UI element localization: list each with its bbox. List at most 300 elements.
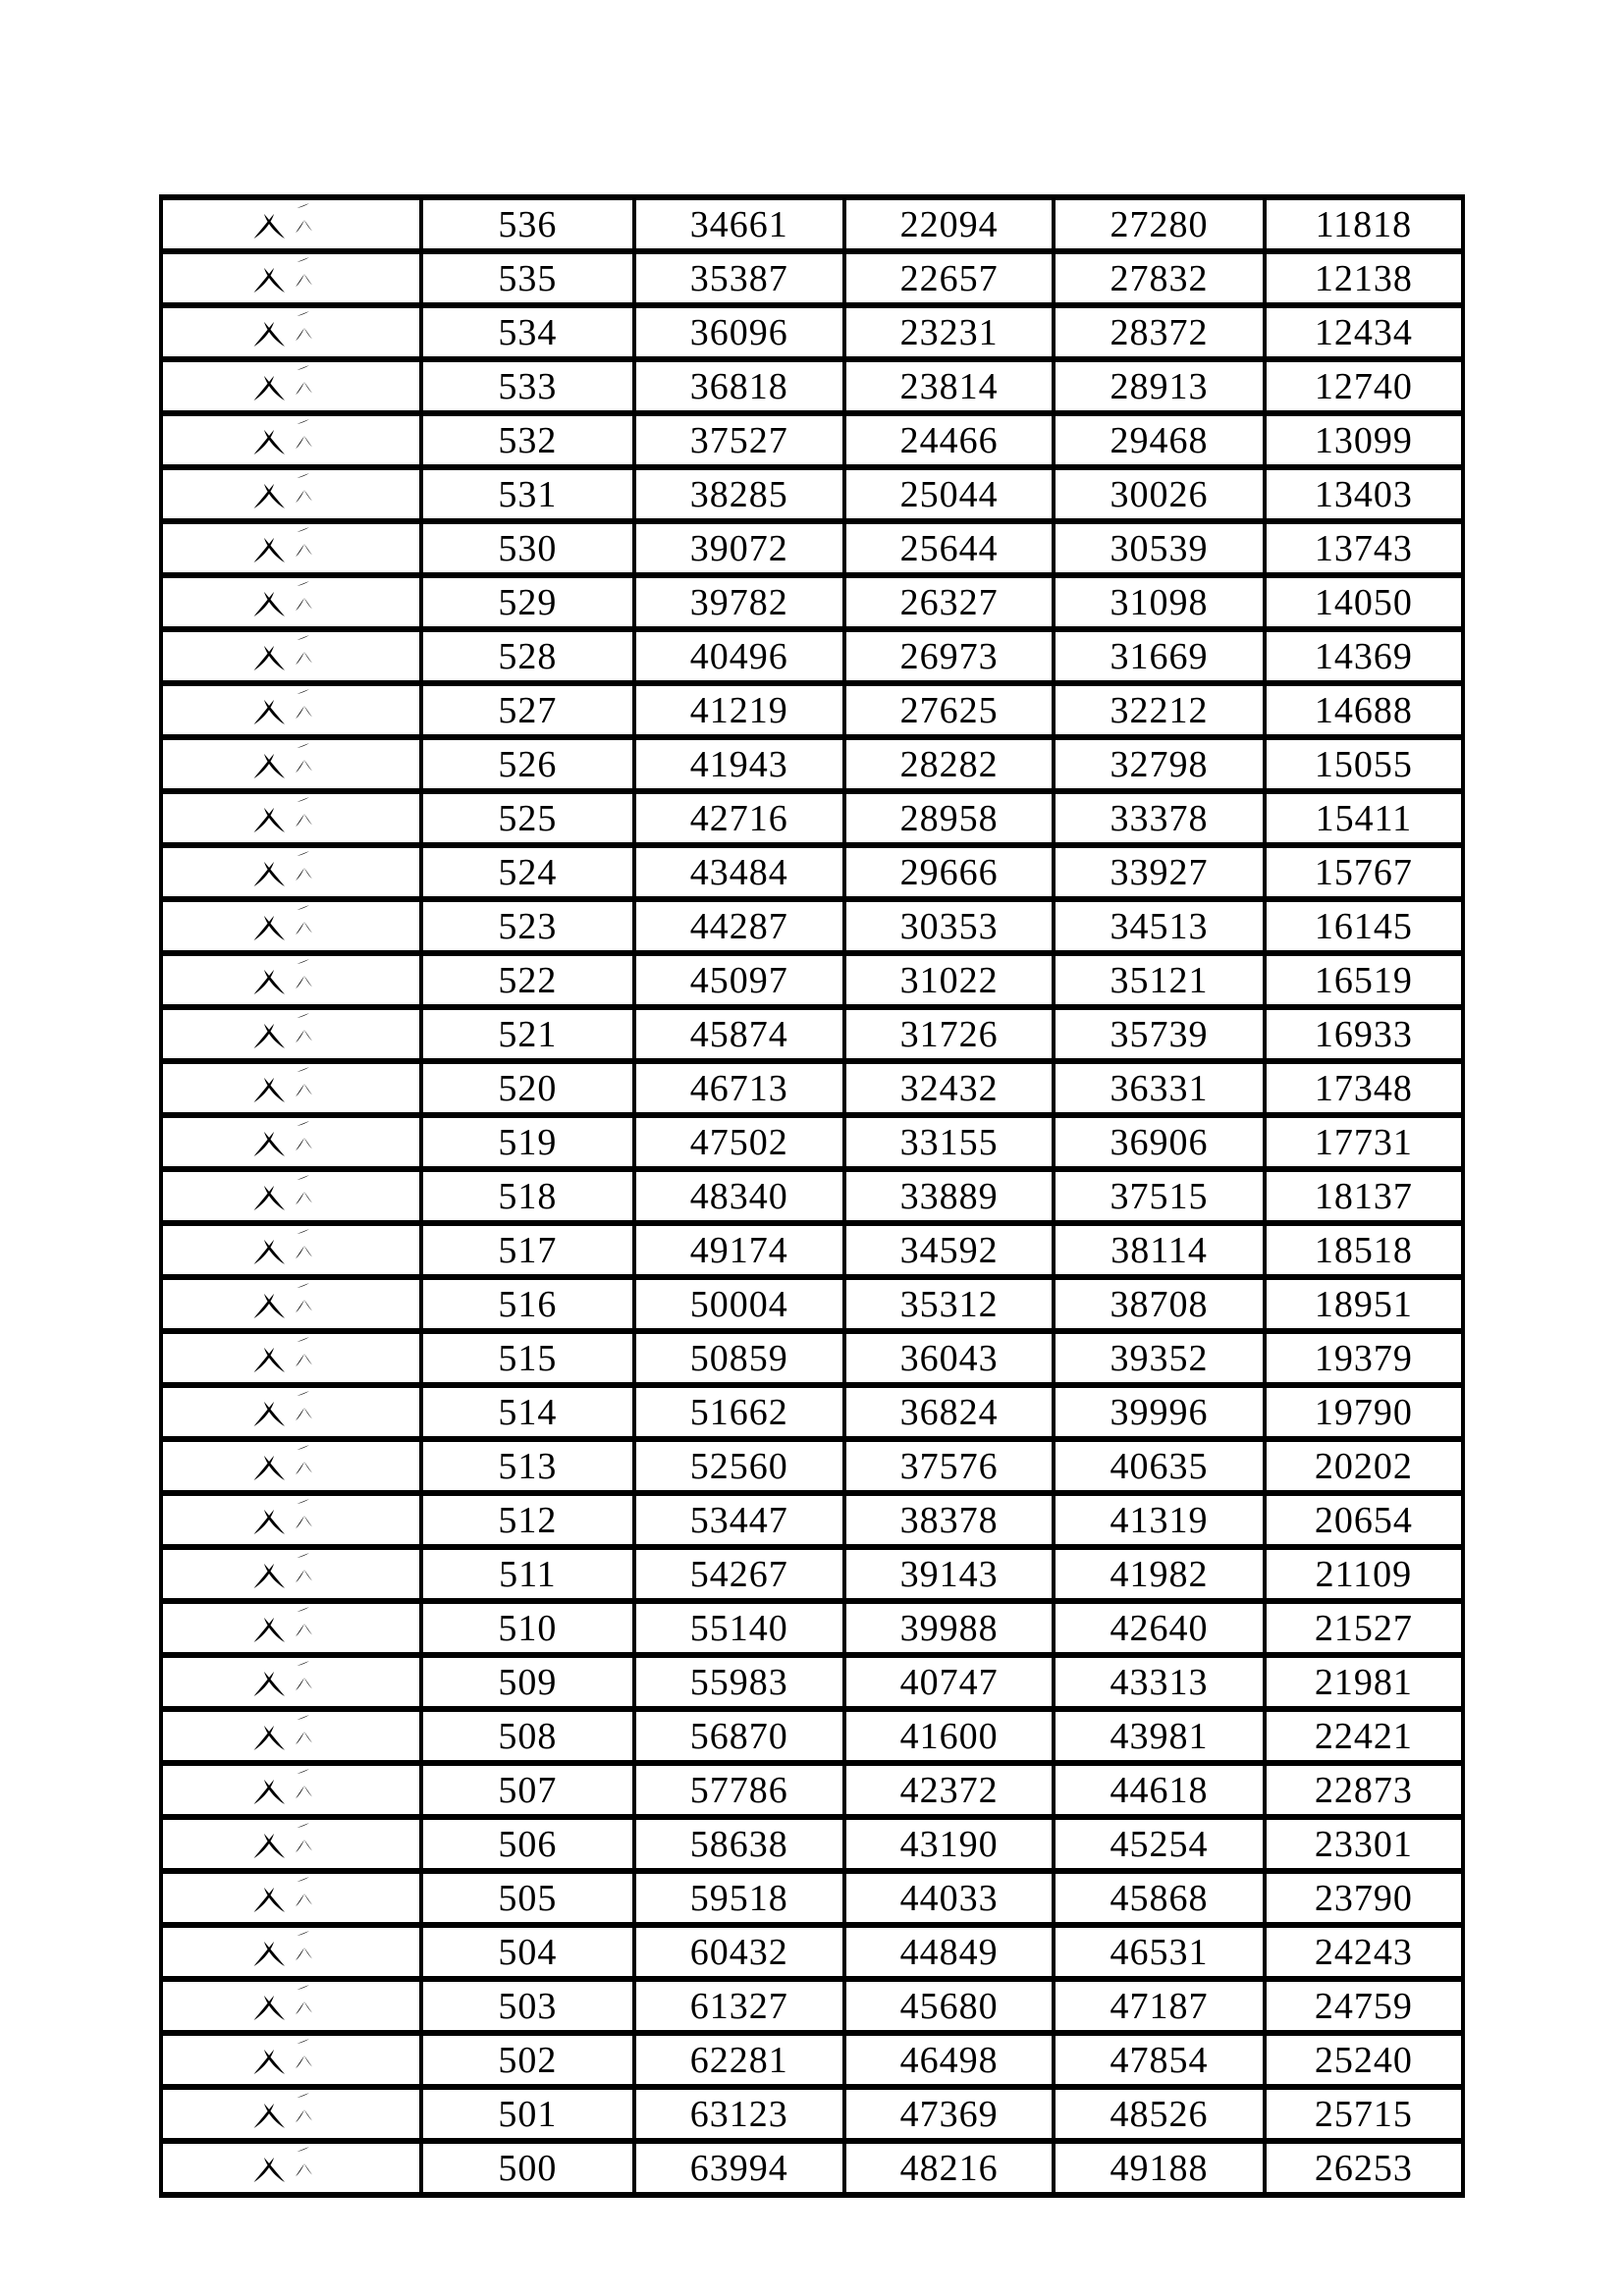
- score-cell: 534: [421, 305, 633, 359]
- count-cell-2: 27625: [844, 683, 1054, 737]
- category-label: [335, 794, 336, 795]
- count-cell-2: 43190: [844, 1817, 1054, 1871]
- score-cell: 509: [421, 1655, 633, 1709]
- category-label: [335, 686, 336, 687]
- category-glyphs: [248, 1820, 335, 1861]
- count-cell-2: 36043: [844, 1331, 1054, 1385]
- count-cell-1: 56870: [634, 1709, 844, 1763]
- count-cell-1: 58638: [634, 1817, 844, 1871]
- count-cell-3: 47187: [1054, 1979, 1264, 2033]
- category-glyphs: [248, 362, 335, 403]
- count-cell-1: 50004: [634, 1277, 844, 1331]
- wen-character-icon: [248, 524, 290, 565]
- wen-character-icon: [248, 2144, 290, 2185]
- table-row: [161, 2087, 1463, 2141]
- category-label: [335, 1496, 336, 1497]
- count-cell-3: 29468: [1054, 413, 1264, 467]
- count-cell-2: 47369: [844, 2087, 1054, 2141]
- count-cell-3: 38114: [1054, 1223, 1264, 1277]
- table-row: [161, 1115, 1463, 1169]
- count-cell-3: 30026: [1054, 467, 1264, 521]
- category-cell: [161, 1061, 421, 1115]
- table-row: [161, 2141, 1463, 2195]
- category-cell: [161, 845, 421, 899]
- category-glyphs: [248, 416, 335, 457]
- wen-character-icon: [248, 578, 290, 619]
- count-cell-4: 23790: [1265, 1871, 1463, 1925]
- category-glyphs: [248, 2036, 335, 2077]
- count-cell-4: 19379: [1265, 1331, 1463, 1385]
- category-label: [335, 200, 336, 201]
- count-cell-3: 37515: [1054, 1169, 1264, 1223]
- table-row: [161, 2033, 1463, 2087]
- count-cell-1: 63994: [634, 2141, 844, 2195]
- count-cell-3: 36906: [1054, 1115, 1264, 1169]
- category-label: [335, 1550, 336, 1551]
- count-cell-4: 18137: [1265, 1169, 1463, 1223]
- category-cell: [161, 629, 421, 683]
- count-cell-3: 31098: [1054, 575, 1264, 629]
- count-cell-1: 49174: [634, 1223, 844, 1277]
- count-cell-2: 24466: [844, 413, 1054, 467]
- count-cell-4: 13743: [1265, 521, 1463, 575]
- table-row: [161, 845, 1463, 899]
- wen-character-icon: [248, 1766, 290, 1807]
- count-cell-2: 30353: [844, 899, 1054, 953]
- count-cell-2: 32432: [844, 1061, 1054, 1115]
- wen-character-icon: [248, 470, 290, 511]
- ke-character-icon: [294, 632, 335, 673]
- count-cell-2: 29666: [844, 845, 1054, 899]
- category-glyphs: [248, 1496, 335, 1537]
- count-cell-2: 26973: [844, 629, 1054, 683]
- count-cell-4: 22873: [1265, 1763, 1463, 1817]
- ke-character-icon: [294, 1496, 335, 1537]
- category-glyphs: [248, 1658, 335, 1699]
- count-cell-3: 27280: [1054, 197, 1264, 251]
- count-cell-4: 22421: [1265, 1709, 1463, 1763]
- score-cell: 521: [421, 1007, 633, 1061]
- category-cell: [161, 521, 421, 575]
- category-glyphs: [248, 1442, 335, 1483]
- ke-character-icon: [294, 1226, 335, 1267]
- ke-character-icon: [294, 1658, 335, 1699]
- score-cell: 516: [421, 1277, 633, 1331]
- count-cell-3: 35739: [1054, 1007, 1264, 1061]
- table-row: [161, 953, 1463, 1007]
- count-cell-4: 26253: [1265, 2141, 1463, 2195]
- count-cell-2: 37576: [844, 1439, 1054, 1493]
- count-cell-3: 41319: [1054, 1493, 1264, 1547]
- table-row: [161, 1385, 1463, 1439]
- wen-character-icon: [248, 2090, 290, 2131]
- score-cell: 511: [421, 1547, 633, 1601]
- count-cell-4: 12740: [1265, 359, 1463, 413]
- table-row: [161, 413, 1463, 467]
- count-cell-2: 26327: [844, 575, 1054, 629]
- wen-character-icon: [248, 1118, 290, 1159]
- ke-character-icon: [294, 524, 335, 565]
- category-cell: [161, 1763, 421, 1817]
- count-cell-3: 32212: [1054, 683, 1264, 737]
- count-cell-2: 36824: [844, 1385, 1054, 1439]
- score-cell: 515: [421, 1331, 633, 1385]
- count-cell-2: 39143: [844, 1547, 1054, 1601]
- count-cell-3: 46531: [1054, 1925, 1264, 1979]
- wen-character-icon: [248, 902, 290, 943]
- count-cell-1: 57786: [634, 1763, 844, 1817]
- table-row: [161, 521, 1463, 575]
- count-cell-3: 47854: [1054, 2033, 1264, 2087]
- count-cell-3: 35121: [1054, 953, 1264, 1007]
- ke-character-icon: [294, 362, 335, 403]
- count-cell-2: 33155: [844, 1115, 1054, 1169]
- count-cell-4: 15055: [1265, 737, 1463, 791]
- category-cell: [161, 2033, 421, 2087]
- category-label: [335, 1388, 336, 1389]
- category-cell: [161, 1601, 421, 1655]
- count-cell-1: 63123: [634, 2087, 844, 2141]
- count-cell-4: 20202: [1265, 1439, 1463, 1493]
- count-cell-2: 41600: [844, 1709, 1054, 1763]
- count-cell-4: 23301: [1265, 1817, 1463, 1871]
- category-glyphs: [248, 1712, 335, 1753]
- count-cell-4: 25240: [1265, 2033, 1463, 2087]
- count-cell-2: 46498: [844, 2033, 1054, 2087]
- count-cell-4: 16933: [1265, 1007, 1463, 1061]
- ke-character-icon: [294, 848, 335, 889]
- count-cell-2: 42372: [844, 1763, 1054, 1817]
- wen-character-icon: [248, 1172, 290, 1213]
- count-cell-3: 43313: [1054, 1655, 1264, 1709]
- count-cell-2: 44849: [844, 1925, 1054, 1979]
- wen-character-icon: [248, 1280, 290, 1321]
- category-glyphs: [248, 1874, 335, 1915]
- category-label: [335, 1928, 336, 1929]
- table-body: [161, 197, 1463, 2195]
- count-cell-2: 25044: [844, 467, 1054, 521]
- ke-character-icon: [294, 1442, 335, 1483]
- wen-character-icon: [248, 1334, 290, 1375]
- count-cell-1: 55140: [634, 1601, 844, 1655]
- wen-character-icon: [248, 1658, 290, 1699]
- category-glyphs: [248, 1604, 335, 1645]
- category-glyphs: [248, 956, 335, 997]
- table-row: [161, 359, 1463, 413]
- category-cell: [161, 2087, 421, 2141]
- wen-character-icon: [248, 2036, 290, 2077]
- ke-character-icon: [294, 1334, 335, 1375]
- category-glyphs: [248, 1172, 335, 1213]
- ke-character-icon: [294, 1820, 335, 1861]
- count-cell-3: 33378: [1054, 791, 1264, 845]
- count-cell-1: 47502: [634, 1115, 844, 1169]
- score-cell: 518: [421, 1169, 633, 1223]
- ke-character-icon: [294, 1982, 335, 2023]
- score-cell: 503: [421, 1979, 633, 2033]
- table-row: [161, 575, 1463, 629]
- category-cell: [161, 1439, 421, 1493]
- category-label: [335, 956, 336, 957]
- count-cell-3: 45868: [1054, 1871, 1264, 1925]
- category-cell: [161, 413, 421, 467]
- count-cell-2: 22094: [844, 197, 1054, 251]
- wen-character-icon: [248, 686, 290, 727]
- table-row: [161, 1601, 1463, 1655]
- table-row: [161, 1817, 1463, 1871]
- count-cell-3: 38708: [1054, 1277, 1264, 1331]
- category-label: [335, 848, 336, 849]
- count-cell-1: 39782: [634, 575, 844, 629]
- count-cell-1: 46713: [634, 1061, 844, 1115]
- score-cell: 522: [421, 953, 633, 1007]
- wen-character-icon: [248, 848, 290, 889]
- table-row: [161, 251, 1463, 305]
- count-cell-4: 12138: [1265, 251, 1463, 305]
- count-cell-2: 33889: [844, 1169, 1054, 1223]
- category-cell: [161, 2141, 421, 2195]
- count-cell-3: 49188: [1054, 2141, 1264, 2195]
- category-label: [335, 1982, 336, 1983]
- category-cell: [161, 1817, 421, 1871]
- wen-character-icon: [248, 200, 290, 241]
- category-label: [335, 740, 336, 741]
- count-cell-1: 52560: [634, 1439, 844, 1493]
- count-cell-4: 15767: [1265, 845, 1463, 899]
- category-cell: [161, 575, 421, 629]
- count-cell-3: 40635: [1054, 1439, 1264, 1493]
- table-row: [161, 737, 1463, 791]
- wen-character-icon: [248, 1820, 290, 1861]
- count-cell-1: 36096: [634, 305, 844, 359]
- category-cell: [161, 1169, 421, 1223]
- category-label: [335, 524, 336, 525]
- count-cell-3: 32798: [1054, 737, 1264, 791]
- score-cell: 533: [421, 359, 633, 413]
- category-cell: [161, 1871, 421, 1925]
- ke-character-icon: [294, 1766, 335, 1807]
- category-cell: [161, 1007, 421, 1061]
- count-cell-4: 19790: [1265, 1385, 1463, 1439]
- ke-character-icon: [294, 1874, 335, 1915]
- count-cell-3: 33927: [1054, 845, 1264, 899]
- category-cell: [161, 1979, 421, 2033]
- category-cell: [161, 1223, 421, 1277]
- table-row: [161, 1763, 1463, 1817]
- score-cell: 502: [421, 2033, 633, 2087]
- ke-character-icon: [294, 200, 335, 241]
- category-cell: [161, 467, 421, 521]
- count-cell-3: 28372: [1054, 305, 1264, 359]
- count-cell-1: 41219: [634, 683, 844, 737]
- category-cell: [161, 1385, 421, 1439]
- count-cell-4: 14050: [1265, 575, 1463, 629]
- count-cell-4: 15411: [1265, 791, 1463, 845]
- count-cell-2: 48216: [844, 2141, 1054, 2195]
- score-cell: 504: [421, 1925, 633, 1979]
- category-glyphs: [248, 902, 335, 943]
- ke-character-icon: [294, 416, 335, 457]
- count-cell-3: 28913: [1054, 359, 1264, 413]
- wen-character-icon: [248, 1874, 290, 1915]
- category-glyphs: [248, 740, 335, 781]
- category-glyphs: [248, 200, 335, 241]
- score-cell: 524: [421, 845, 633, 899]
- category-cell: [161, 1925, 421, 1979]
- score-cell: 528: [421, 629, 633, 683]
- count-cell-4: 24759: [1265, 1979, 1463, 2033]
- wen-character-icon: [248, 1388, 290, 1429]
- ke-character-icon: [294, 2036, 335, 2077]
- table-row: [161, 1277, 1463, 1331]
- count-cell-1: 45874: [634, 1007, 844, 1061]
- category-cell: [161, 1709, 421, 1763]
- count-cell-3: 41982: [1054, 1547, 1264, 1601]
- wen-character-icon: [248, 956, 290, 997]
- category-glyphs: [248, 686, 335, 727]
- category-cell: [161, 1655, 421, 1709]
- category-label: [335, 1118, 336, 1119]
- wen-character-icon: [248, 632, 290, 673]
- count-cell-1: 60432: [634, 1925, 844, 1979]
- ke-character-icon: [294, 1064, 335, 1105]
- ke-character-icon: [294, 1604, 335, 1645]
- category-glyphs: [248, 1118, 335, 1159]
- score-cell: 530: [421, 521, 633, 575]
- category-label: [335, 1658, 336, 1659]
- count-cell-4: 13099: [1265, 413, 1463, 467]
- count-cell-4: 16519: [1265, 953, 1463, 1007]
- category-cell: [161, 197, 421, 251]
- table-row: [161, 683, 1463, 737]
- count-cell-4: 18951: [1265, 1277, 1463, 1331]
- category-glyphs: [248, 1334, 335, 1375]
- count-cell-3: 36331: [1054, 1061, 1264, 1115]
- category-glyphs: [248, 1280, 335, 1321]
- table-row: [161, 467, 1463, 521]
- category-label: [335, 1442, 336, 1443]
- count-cell-2: 38378: [844, 1493, 1054, 1547]
- ke-character-icon: [294, 1280, 335, 1321]
- category-cell: [161, 1547, 421, 1601]
- category-glyphs: [248, 1388, 335, 1429]
- category-label: [335, 2036, 336, 2037]
- count-cell-1: 54267: [634, 1547, 844, 1601]
- ke-character-icon: [294, 1010, 335, 1051]
- count-cell-4: 12434: [1265, 305, 1463, 359]
- category-cell: [161, 1277, 421, 1331]
- wen-character-icon: [248, 1226, 290, 1267]
- category-glyphs: [248, 578, 335, 619]
- ke-character-icon: [294, 1172, 335, 1213]
- wen-character-icon: [248, 1982, 290, 2023]
- score-cell: 531: [421, 467, 633, 521]
- score-cell: 535: [421, 251, 633, 305]
- table-row: [161, 1007, 1463, 1061]
- count-cell-4: 21109: [1265, 1547, 1463, 1601]
- category-glyphs: [248, 1550, 335, 1591]
- table-row: [161, 1223, 1463, 1277]
- category-label: [335, 308, 336, 309]
- count-cell-3: 30539: [1054, 521, 1264, 575]
- score-cell: 520: [421, 1061, 633, 1115]
- category-glyphs: [248, 470, 335, 511]
- score-cell: 526: [421, 737, 633, 791]
- wen-character-icon: [248, 362, 290, 403]
- count-cell-1: 39072: [634, 521, 844, 575]
- category-glyphs: [248, 1928, 335, 1969]
- score-cell: 529: [421, 575, 633, 629]
- category-label: [335, 1334, 336, 1335]
- wen-character-icon: [248, 1550, 290, 1591]
- table-row: [161, 1547, 1463, 1601]
- ke-character-icon: [294, 1388, 335, 1429]
- score-cell: 500: [421, 2141, 633, 2195]
- wen-character-icon: [248, 1496, 290, 1537]
- wen-character-icon: [248, 1010, 290, 1051]
- category-glyphs: [248, 794, 335, 835]
- category-label: [335, 1280, 336, 1281]
- table-row: [161, 1655, 1463, 1709]
- ke-character-icon: [294, 1550, 335, 1591]
- ke-character-icon: [294, 254, 335, 295]
- score-cell: 523: [421, 899, 633, 953]
- count-cell-4: 21981: [1265, 1655, 1463, 1709]
- category-cell: [161, 737, 421, 791]
- count-cell-1: 38285: [634, 467, 844, 521]
- ke-character-icon: [294, 1712, 335, 1753]
- category-cell: [161, 899, 421, 953]
- table-row: [161, 1709, 1463, 1763]
- count-cell-1: 50859: [634, 1331, 844, 1385]
- count-cell-1: 48340: [634, 1169, 844, 1223]
- wen-character-icon: [248, 1064, 290, 1105]
- count-cell-3: 48526: [1054, 2087, 1264, 2141]
- table-row: [161, 1331, 1463, 1385]
- score-cell: 517: [421, 1223, 633, 1277]
- ke-character-icon: [294, 794, 335, 835]
- count-cell-2: 44033: [844, 1871, 1054, 1925]
- count-cell-1: 62281: [634, 2033, 844, 2087]
- score-cell: 507: [421, 1763, 633, 1817]
- table-row: [161, 1925, 1463, 1979]
- category-cell: [161, 359, 421, 413]
- table-row: [161, 899, 1463, 953]
- category-label: [335, 416, 336, 417]
- score-cell: 510: [421, 1601, 633, 1655]
- score-distribution-table: [159, 194, 1465, 2198]
- wen-character-icon: [248, 1712, 290, 1753]
- category-cell: [161, 1493, 421, 1547]
- count-cell-1: 44287: [634, 899, 844, 953]
- count-cell-2: 28958: [844, 791, 1054, 845]
- count-cell-3: 39996: [1054, 1385, 1264, 1439]
- category-cell: [161, 305, 421, 359]
- count-cell-1: 41943: [634, 737, 844, 791]
- ke-character-icon: [294, 2090, 335, 2131]
- category-cell: [161, 1331, 421, 1385]
- count-cell-3: 44618: [1054, 1763, 1264, 1817]
- category-label: [335, 1226, 336, 1227]
- category-label: [335, 1820, 336, 1821]
- category-label: [335, 1064, 336, 1065]
- wen-character-icon: [248, 1442, 290, 1483]
- wen-character-icon: [248, 740, 290, 781]
- count-cell-2: 28282: [844, 737, 1054, 791]
- wen-character-icon: [248, 1928, 290, 1969]
- score-cell: 513: [421, 1439, 633, 1493]
- count-cell-2: 31726: [844, 1007, 1054, 1061]
